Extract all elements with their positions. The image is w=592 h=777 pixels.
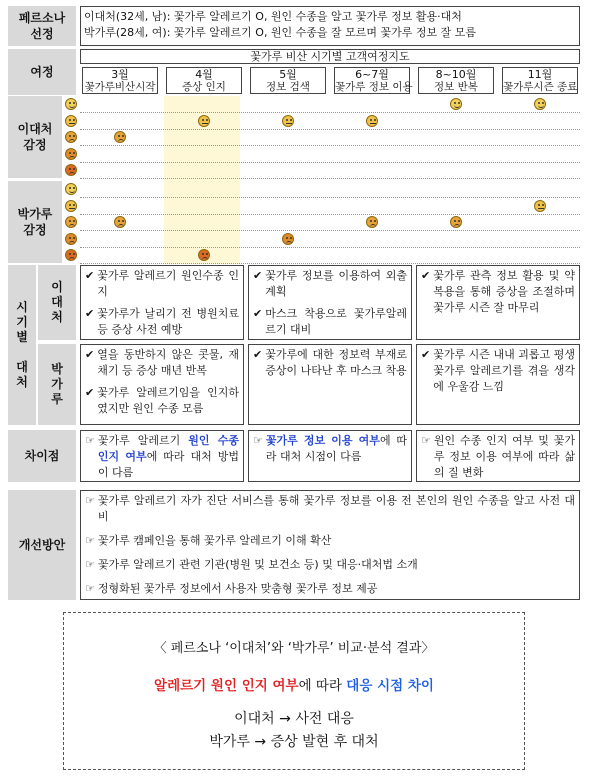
action-item: [253, 268, 407, 300]
pointing-hand-icon: ☞: [85, 558, 95, 571]
stage-1: [82, 67, 158, 94]
park-scale-frown-icon: [65, 233, 77, 245]
diff-box-1: [80, 430, 244, 482]
action-item: [85, 347, 239, 379]
lee-emotion-sad-icon: [114, 131, 126, 143]
action-text: 마스크 착용으로 꽃가루알레르기 대비: [265, 307, 407, 336]
lee-scale-sad-icon: [65, 131, 77, 143]
action-item: [85, 385, 239, 417]
summary-red-text: 알레르기 원인 인지 여부: [154, 678, 299, 694]
action-text: 꽃가루가 날리기 전 병원치료 등 증상 사전 예방: [97, 307, 239, 336]
diff-text-pre: 원인 수종 인지 여부 및 꽃가루 정보 이용 여부에 따라 삶의 질 변화: [433, 434, 575, 479]
pointing-hand-icon: ☞: [85, 494, 95, 507]
stage-name: 증상 인지: [182, 81, 226, 93]
lee-scale-angry-icon: [65, 164, 77, 176]
lee-scale-line: [80, 162, 580, 163]
improve-item: [85, 533, 575, 549]
persona-description: [80, 6, 580, 46]
action-item: [85, 306, 239, 338]
action-item: [253, 347, 407, 379]
park-scale-line: [80, 230, 580, 231]
action-text: 꽃가루 관측 정보 활용 및 약 복용을 통해 증상을 조절하며 꽃가루 시즌 잘 마무리: [433, 269, 575, 314]
action-item: [253, 306, 407, 338]
park-action-box-2: [248, 344, 412, 425]
lee-emotion-smile-icon: [534, 98, 546, 110]
check-icon: ✔: [421, 269, 431, 282]
summary-blue-text: 대응 시점 차이: [346, 678, 434, 694]
park-emotion-label: 박가루 감정: [8, 181, 62, 263]
diff-label: 차이점: [8, 430, 76, 482]
lee-emotion-neutral-icon: [366, 115, 378, 127]
park-emotion-neutral-icon: [534, 200, 546, 212]
check-icon: ✔: [421, 348, 431, 361]
lee-scale-line: [80, 145, 580, 146]
park-action-box-1: [80, 344, 244, 425]
lee-emotion-smile-icon: [450, 98, 462, 110]
action-text: 꽃가루 정보를 이용하여 외출 계획: [265, 269, 407, 298]
lee-emotion-neutral-icon: [198, 115, 210, 127]
summary-title: 〈 페르소나 ‘이대처’와 ‘박가루’ 비교·분석 결과〉: [153, 641, 435, 656]
stage-name: 정보 반복: [434, 81, 478, 93]
action-text: 열을 동반하지 않은 콧물, 재채기 등 증상 매년 반복: [97, 348, 239, 377]
pointing-hand-icon: ☞: [253, 434, 263, 447]
stage-month: 3월: [111, 68, 129, 81]
diff-text: [98, 433, 239, 481]
lee-scale-line: [80, 112, 580, 113]
stage-name: 꽃가루 정보 이용: [335, 81, 413, 93]
persona-line-lee: 이대처(32세, 남): 꽃가루 알레르기 O, 원인 수종을 알고 꽃가루 정보 활용·대처: [84, 10, 462, 23]
improve-item: [85, 493, 575, 525]
lee-action-box-3: [416, 265, 580, 340]
lee-action-box-1: [80, 265, 244, 340]
action-text: 꽃가루 시즌 내내 괴롭고 평생 꽃가루 알레르기를 겪을 생각에 우울감 느낌: [433, 348, 575, 393]
stage-4: [334, 67, 413, 94]
park-emotion-frown-icon: [282, 233, 294, 245]
diff-box-3: [416, 430, 580, 482]
diff-box-2: [248, 430, 412, 482]
action-item: [421, 268, 575, 316]
diff-text-post: 에 따라 대처 방법이 다름: [97, 450, 239, 479]
persona-line-park: 박가루(28세, 여): 꽃가루 알레르기 O, 원인 수종을 잘 모르며 꽃가루 정보 잘 모름: [84, 26, 477, 39]
check-icon: ✔: [85, 269, 95, 282]
improve-item: [85, 557, 575, 573]
stage-6: [502, 67, 578, 94]
stage-month: 4월: [195, 68, 213, 81]
lee-scale-neutral-icon: [65, 115, 77, 127]
lee-scale-frown-icon: [65, 148, 77, 160]
park-scale-line: [80, 214, 580, 215]
stage-month: 5월: [279, 68, 297, 81]
check-icon: ✔: [253, 269, 263, 282]
stage-2: [166, 67, 242, 94]
improve-box: [80, 490, 580, 600]
park-emotion-angry-icon: [198, 249, 210, 261]
lee-scale-line: [80, 129, 580, 130]
improve-item: [85, 581, 575, 597]
improve-text: 꽃가루 캠페인을 통해 꽃가루 알레르기 이해 확산: [97, 534, 332, 547]
stage-month: 8~10월: [435, 68, 477, 81]
park-scale-smile-icon: [65, 183, 77, 195]
park-scale-line: [80, 197, 580, 198]
summary-key-finding: [64, 674, 524, 694]
lee-scale-line: [80, 178, 580, 179]
park-scale-neutral-icon: [65, 200, 77, 212]
park-scale-angry-icon: [65, 249, 77, 261]
diff-text-post: 에 따라 대처 시점이 다름: [265, 434, 407, 463]
summary-mid-text: 에 따라: [298, 678, 347, 694]
action-item: [85, 268, 239, 300]
pointing-hand-icon: ☞: [85, 582, 95, 595]
pointing-hand-icon: ☞: [421, 434, 431, 447]
stage-name: 꽃가루비산시작: [84, 81, 156, 93]
journey-label: 여정: [8, 49, 76, 95]
park-emotion-sad-icon: [450, 216, 462, 228]
park-emotion-sad-icon: [366, 216, 378, 228]
improve-text: 정형화된 꽃가루 정보에서 사용자 맞춤형 꽃가루 정보 제공: [97, 582, 378, 595]
lee-emotion-neutral-icon: [282, 115, 294, 127]
check-icon: ✔: [253, 348, 263, 361]
improve-label: 개선방안: [8, 490, 76, 600]
park-action-box-3: [416, 344, 580, 425]
diff-text-highlight: 원인 수종 인지 여부: [97, 434, 239, 463]
lee-action-box-2: [248, 265, 412, 340]
summary-box: [63, 612, 525, 770]
park-scale-line: [80, 247, 580, 248]
check-icon: ✔: [253, 307, 263, 320]
check-icon: ✔: [85, 348, 95, 361]
action-text: 꽃가루에 대한 정보력 부재로 증상이 나타난 후 마스크 착용: [265, 348, 407, 377]
park-scale-line: [80, 263, 580, 264]
diff-text: [434, 433, 575, 481]
action-item: [421, 347, 575, 395]
stage-month: 6~7월: [355, 68, 389, 81]
actions-lee-label: 이 대 처: [38, 265, 76, 340]
actions-park-label: 박 가 루: [38, 344, 76, 425]
park-scale-sad-icon: [65, 216, 77, 228]
stage-name: 꽃가루시즌 종료: [503, 81, 578, 93]
stage-5: [418, 67, 494, 94]
action-text: 꽃가루 알레르기임을 인지하였지만 원인 수종 모름: [97, 386, 239, 415]
stage-3: [250, 67, 326, 94]
diff-text-pre: 꽃가루 알레르기: [97, 434, 189, 447]
lee-scale-smile-icon: [65, 98, 77, 110]
check-icon: ✔: [85, 386, 95, 399]
actions-group-label: 시 기 별 대 처: [8, 265, 36, 425]
check-icon: ✔: [85, 307, 95, 320]
park-emotion-sad-icon: [114, 216, 126, 228]
journey-title: 꽃가루 비산 시기별 고객여정지도: [80, 49, 580, 64]
improve-text: 꽃가루 알레르기 관련 기관(병원 및 보건소 등) 및 대응·대처법 소개: [97, 558, 418, 571]
pointing-hand-icon: ☞: [85, 534, 95, 547]
diff-text-highlight: 꽃가루 정보 이용 여부: [265, 434, 380, 447]
action-text: 꽃가루 알레르기 원인수종 인지: [97, 269, 239, 298]
stage-name: 정보 검색: [266, 81, 310, 93]
pointing-hand-icon: ☞: [85, 434, 95, 447]
stage-month: 11월: [527, 68, 553, 81]
summary-lee-line: 이대처 → 사전 대응: [234, 711, 354, 727]
improve-text: 꽃가루 알레르기 자가 진단 서비스를 통해 꽃가루 정보를 이용 전 본인의 원인 수종을 알고 사전 대비: [97, 494, 575, 523]
persona-label: 페르소나 선정: [8, 6, 76, 46]
lee-emotion-label: 이대처 감정: [8, 96, 62, 178]
summary-park-line: 박가루 → 증상 발현 후 대처: [209, 734, 379, 750]
diff-text: [266, 433, 407, 465]
